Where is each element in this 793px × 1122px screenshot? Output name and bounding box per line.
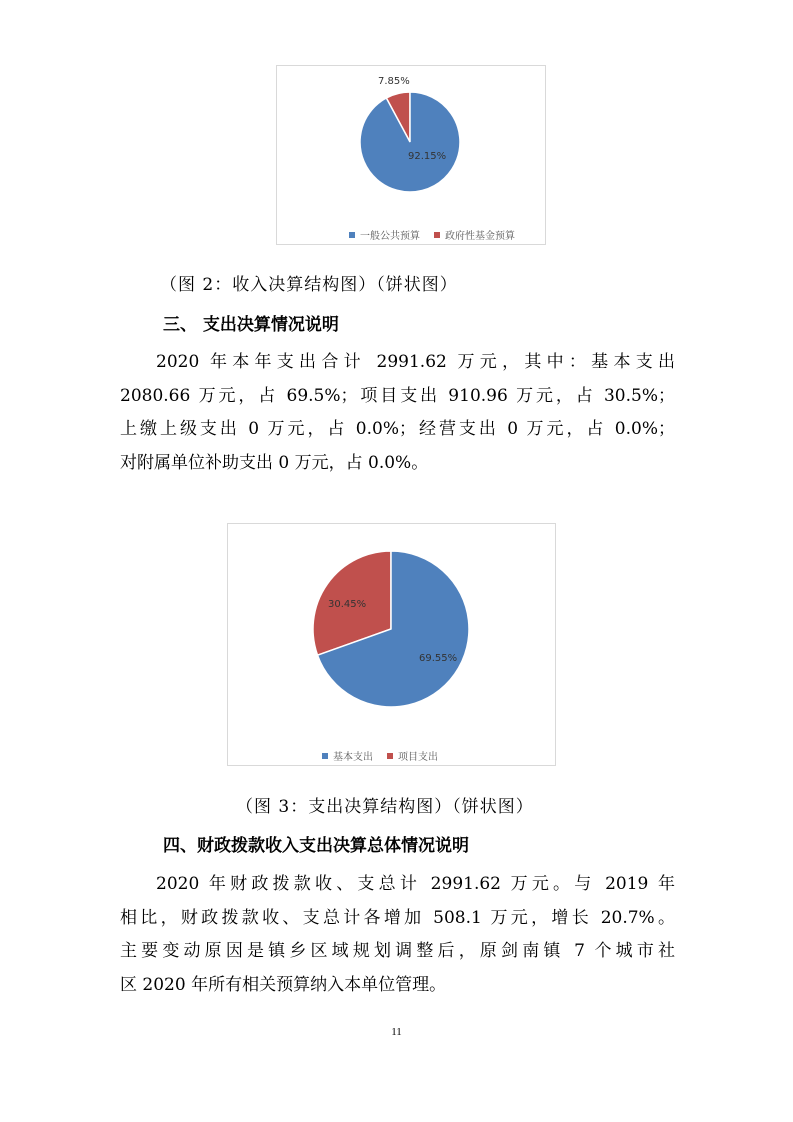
paragraph-line: 2020 年财政拨款收、支总计 2991.62 万元。与 2019 年 (156, 874, 675, 894)
paragraph-line: 对附属单位补助支出 0 万元，占 0.0%。 (120, 452, 429, 473)
section-3-paragraph (120, 346, 675, 480)
paragraph-line: 2020 年本年支出合计 2991.62 万元，其中：基本支出 (156, 352, 675, 372)
slice-data-label: 69.55% (419, 653, 458, 664)
page-number: 11 (391, 1026, 402, 1038)
legend-item-basic-expense (322, 748, 373, 763)
legend-label: 一般公共预算 (360, 231, 420, 242)
pie-slice-major (360, 92, 460, 192)
legend-item-fund-budget (434, 227, 515, 242)
income-pie-chart (276, 65, 546, 245)
section-4-paragraph (120, 868, 675, 1002)
legend-label: 基本支出 (333, 752, 373, 763)
paragraph-line: 2080.66 万元，占 69.5%；项目支出 910.96 万元，占 30.5%； (120, 385, 675, 406)
legend-label: 政府性基金预算 (445, 231, 515, 242)
legend-swatch-red (434, 232, 440, 238)
legend-item-project-expense (387, 748, 438, 763)
figure-2-caption: （图 2：收入决算结构图）（饼状图） (160, 275, 458, 295)
slice-data-label: 30.45% (328, 599, 367, 610)
legend-swatch-red (387, 753, 393, 759)
legend-item-general-budget (349, 227, 420, 242)
slice-data-label: 92.15% (408, 151, 447, 162)
income-pie-svg (277, 66, 545, 244)
paragraph-line: 区 2020 年所有相关预算纳入本单位管理。 (120, 974, 447, 995)
legend-swatch-blue (322, 753, 328, 759)
legend-label: 项目支出 (398, 752, 438, 763)
expense-pie-chart (227, 523, 556, 766)
section-4-heading: 四、财政拨款收入支出决算总体情况说明 (163, 836, 469, 856)
paragraph-line: 上缴上级支出 0 万元，占 0.0%；经营支出 0 万元，占 0.0%； (120, 419, 675, 439)
slice-data-label: 7.85% (378, 76, 410, 87)
income-pie-legend (349, 227, 515, 242)
expense-pie-legend (322, 748, 438, 763)
figure-3-caption: （图 3：支出决算结构图）（饼状图） (236, 797, 534, 817)
paragraph-line: 主要变动原因是镇乡区域规划调整后，原剑南镇 7 个城市社 (120, 941, 675, 961)
legend-swatch-blue (349, 232, 355, 238)
expense-pie-svg (228, 524, 555, 765)
section-3-heading: 三、 支出决算情况说明 (163, 315, 339, 335)
paragraph-line: 相比，财政拨款收、支总计各增加 508.1 万元，增长 20.7%。 (120, 907, 675, 928)
